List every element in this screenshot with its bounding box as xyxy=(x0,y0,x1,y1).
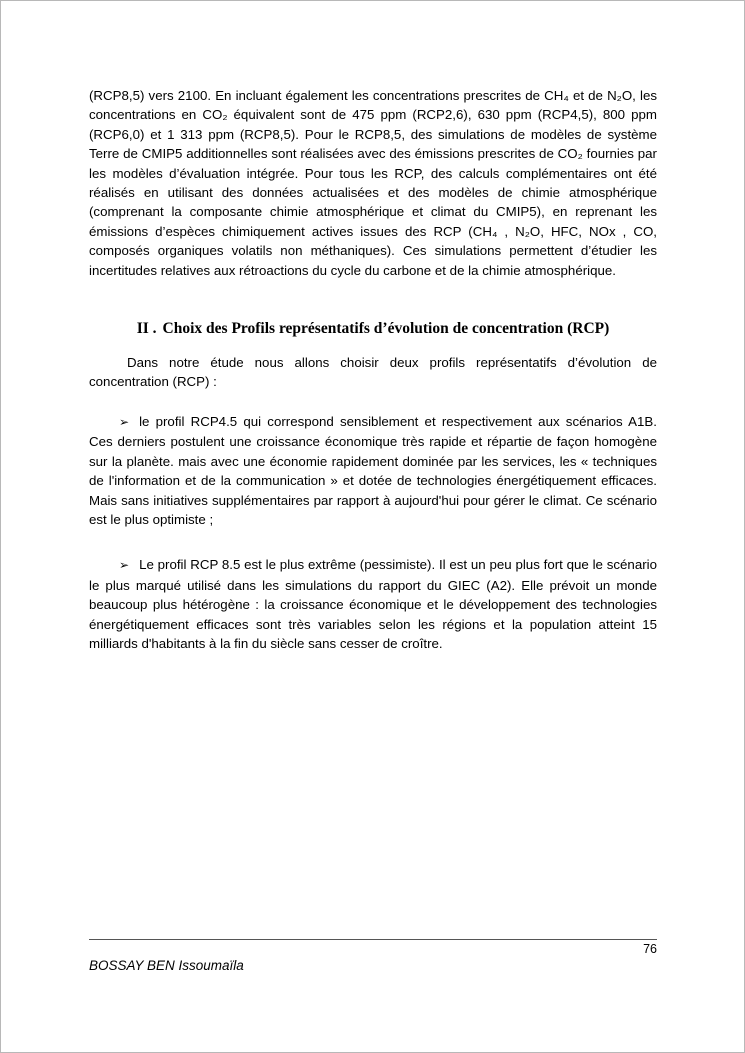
footer-author: BOSSAY BEN Issoumaïla xyxy=(89,958,244,973)
arrow-bullet-icon: ➢ xyxy=(119,414,130,429)
paragraph-intro-choice: Dans notre étude nous allons choisir deux profils représentatifs d’évolution de concentration (RCP) : xyxy=(89,355,657,390)
section-heading xyxy=(89,318,657,339)
bullet-rcp85-text: Le profil RCP 8.5 est le plus extrême (pessimiste). Il est un peu plus fort que le scénario le plus marqué utilisé dans les simulations du rapport du GIEC (A2). Elle prévoit un monde beaucoup plus hétérogène : la croissance économique et le développement des technologies énergétiquement efficaces sont très variables selon les régions et la population atteint 15 milliards d'habitants à la fin du siècle sans cesser de croître. xyxy=(89,557,657,651)
arrow-bullet-icon: ➢ xyxy=(119,558,130,573)
footer-divider xyxy=(89,939,657,940)
section-title: Choix des Profils représentatifs d’évolution de concentration (RCP) xyxy=(162,320,610,338)
section-number: II . xyxy=(136,320,157,338)
page-number: 76 xyxy=(643,942,657,956)
bullet-item-rcp45 xyxy=(89,412,657,529)
bullet-item-rcp85 xyxy=(89,555,657,653)
paragraph-rcp-concentrations: (RCP8,5) vers 2100. En incluant également les concentrations prescrites de CH₄ et de N₂O, les concentrations en CO₂ équivalent sont de 475 ppm (RCP2,6), 630 ppm (RCP4,5), 800 ppm (RCP6,0) et 1 313 ppm (RCP8,5). Pour le RCP8,5, des simulations de modèles de système Terre de CMIP5 additionnelles sont réalisées avec des émissions prescrites de CO₂ fournies par les modèles d’évaluation intégrée. Pour tous les RCP, des calculs complémentaires ont été réalisés en utilisant des données actualisées et des modèles de chimie atmosphérique (comprenant la composante chimie atmosphérique et climat du CMIP5), en reprenant les émissions d’espèces chimiquement actives issues des RCP (CH₄ , N₂O, HFC, NOx , CO, composés organiques volatils non méthaniques). Ces simulations permettent d’étudier les incertitudes relatives aux rétroactions du cycle du carbone et de la chimie atmosphérique. xyxy=(89,88,657,278)
page-footer xyxy=(89,939,657,974)
page-content xyxy=(89,86,657,653)
bullet-rcp45-text: le profil RCP4.5 qui correspond sensiblement et respectivement aux scénarios A1B. Ces derniers postulent une croissance économique très rapide et répartie de façon homogène sur la planète. mais avec une économie rapidement dominée par les services, les « techniques de l'information et de la communication » et dotée de technologies énergétiquement efficaces. Mais sans initiatives supplémentaires par rapport à aujourd'hui pour gérer le climat. Ce scénario est le plus optimiste ; xyxy=(89,413,657,527)
